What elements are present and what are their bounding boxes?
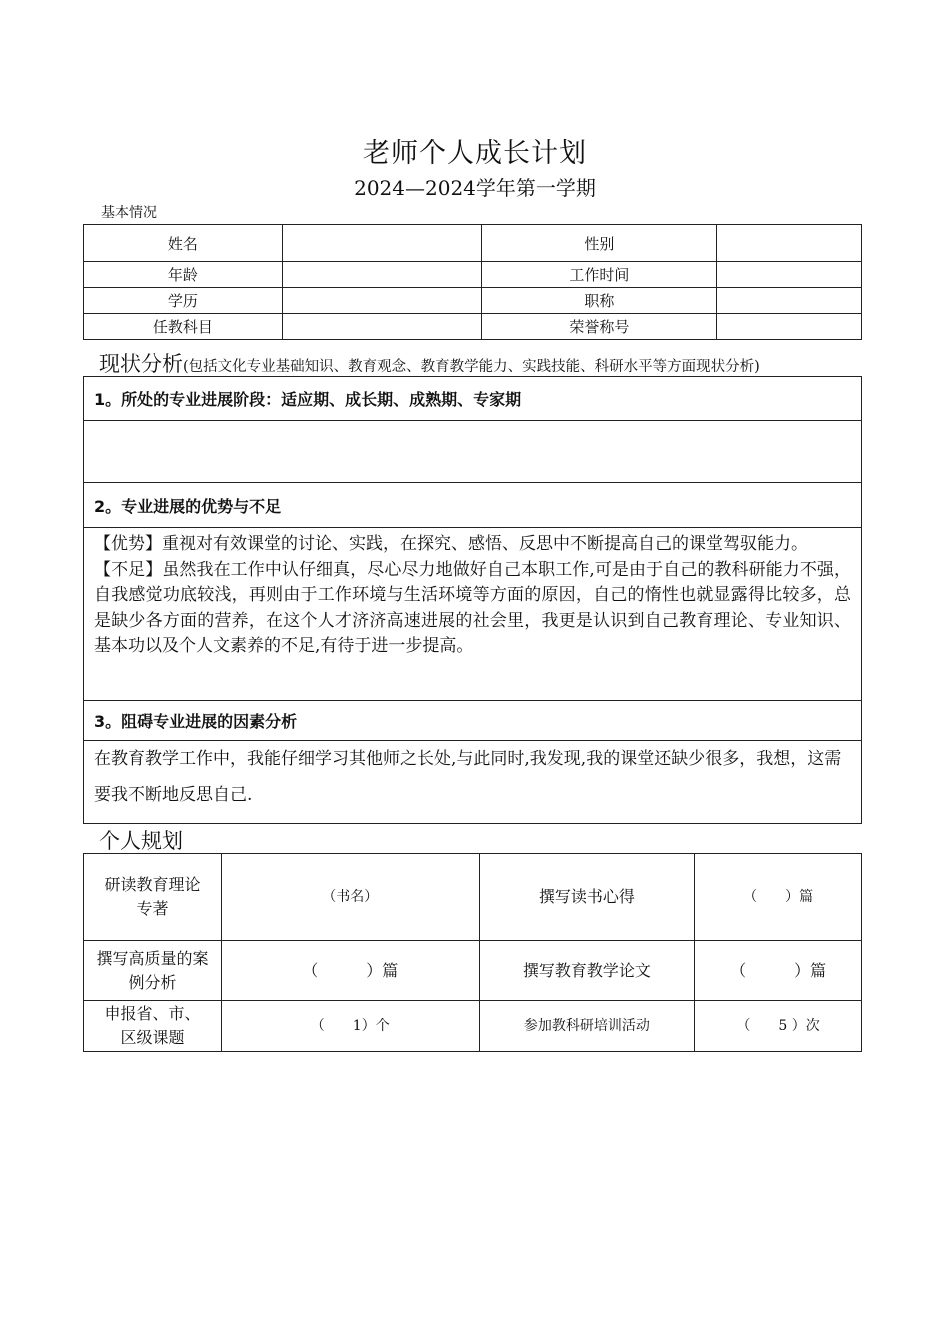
analysis-note: (包括文化专业基础知识、教育观念、教育教学能力、实践技能、科研水平等方面现状分析) <box>183 359 760 375</box>
cell-label: 撰写高质量的案例分析 <box>84 941 222 1001</box>
cell-value[interactable] <box>282 262 482 288</box>
plan-table <box>83 853 862 1052</box>
cell-value[interactable]: （ 5 ）次 <box>695 1001 862 1052</box>
answer-3-paragraph: 在教育教学工作中，我能仔细学习其他师之长处,与此同时,我发现,我的课堂还缺少很多，我想，这需要我不断地反思自己. <box>94 749 842 805</box>
table-row <box>84 854 862 941</box>
table-row <box>84 225 862 262</box>
question-2: 2。专业进展的优势与不足 <box>84 483 862 528</box>
answer-2[interactable] <box>84 528 862 701</box>
answer-3[interactable] <box>84 741 862 824</box>
basic-info-label: 基本情况 <box>101 205 157 221</box>
cell-value[interactable]: （ 1）个 <box>221 1001 479 1052</box>
table-row <box>84 528 862 701</box>
cell-label: 工作时间 <box>482 262 717 288</box>
cell-value[interactable] <box>717 225 862 262</box>
cell-value[interactable] <box>282 225 482 262</box>
table-row <box>84 483 862 528</box>
cell-label: 研读教育理论专著 <box>84 854 222 941</box>
cell-label: 学历 <box>84 288 283 314</box>
analysis-heading <box>99 352 760 379</box>
cell-value[interactable] <box>717 314 862 340</box>
cell-label: 撰写教育教学论文 <box>479 941 695 1001</box>
table-row <box>84 262 862 288</box>
cell-label: 任教科目 <box>84 314 283 340</box>
page-subtitle: 2024—2024学年第一学期 <box>354 176 596 200</box>
cell-value[interactable] <box>717 262 862 288</box>
strength-paragraph: 【优势】重视对有效课堂的讨论、实践，在探究、感悟、反思中不断提高自己的课堂驾驭能力。 <box>94 534 808 554</box>
cell-value[interactable]: （ ）篇 <box>695 941 862 1001</box>
weakness-paragraph: 【不足】虽然我在工作中认仔细真，尽心尽力地做好自己本职工作,可是由于自己的教科研能力不强，自我感觉功底较浅，再则由于工作环境与生活环境等方面的原因，自己的惰性也就显露得比较多，总是缺少各方面的营养，在这个人才济济高速进展的社会里，我更是认识到自己教育理论、专业知识、基本功以及个人文素养的不足,有待于进一步提高。 <box>94 559 851 656</box>
table-row <box>84 377 862 421</box>
cell-label: 姓名 <box>84 225 283 262</box>
cell-value[interactable] <box>282 314 482 340</box>
page-title: 老师个人成长计划 <box>363 138 587 169</box>
table-row <box>84 941 862 1001</box>
table-row <box>84 741 862 824</box>
cell-value[interactable]: （ ）篇 <box>695 854 862 941</box>
answer-1[interactable] <box>84 421 862 483</box>
cell-value[interactable]: （书名） <box>221 854 479 941</box>
table-row <box>84 1001 862 1052</box>
cell-label: 撰写读书心得 <box>479 854 695 941</box>
cell-label: 申报省、市、区级课题 <box>84 1001 222 1052</box>
plan-heading: 个人规划 <box>99 829 183 853</box>
cell-label: 性别 <box>482 225 717 262</box>
cell-label: 职称 <box>482 288 717 314</box>
table-row <box>84 421 862 483</box>
cell-value[interactable] <box>282 288 482 314</box>
question-1: 1。所处的专业进展阶段：适应期、成长期、成熟期、专家期 <box>84 377 862 421</box>
table-row <box>84 288 862 314</box>
question-3: 3。阻碍专业进展的因素分析 <box>84 701 862 741</box>
cell-value[interactable]: （ ）篇 <box>221 941 479 1001</box>
basic-info-table <box>83 224 862 340</box>
cell-label: 参加教科研培训活动 <box>479 1001 695 1052</box>
cell-label: 荣誉称号 <box>482 314 717 340</box>
cell-value[interactable] <box>717 288 862 314</box>
analysis-table <box>83 376 862 824</box>
cell-label: 年龄 <box>84 262 283 288</box>
table-row <box>84 314 862 340</box>
table-row <box>84 701 862 741</box>
analysis-heading-text: 现状分析 <box>99 352 183 376</box>
